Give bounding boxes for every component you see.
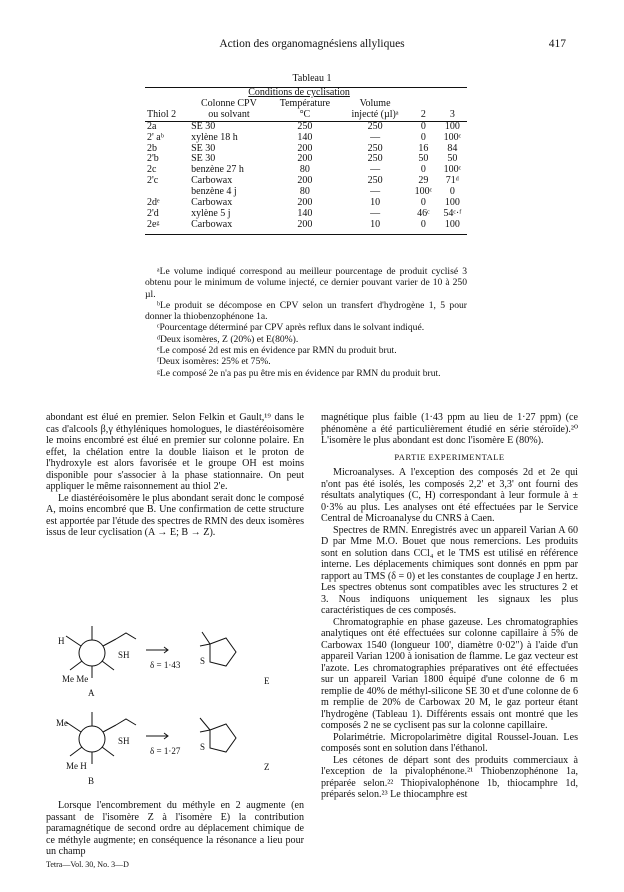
me-label: Me — [56, 718, 68, 728]
table-cell-vol: 250 — [367, 142, 383, 154]
left-column — [46, 412, 304, 539]
sh-label: SH — [118, 650, 130, 660]
table-cell-thiol: 2' aᵇ — [147, 131, 164, 143]
table-cell-vol: 10 — [370, 197, 381, 209]
table-cell-vol: 250 — [367, 153, 383, 165]
table-cell-p2: 50 — [418, 153, 429, 165]
col-header: 3 — [449, 108, 455, 120]
paragraph: Le diastéréoisomère le plus abondant serait donc le composé A, moins encombré que B. Une confirmation de cette structure est apportée par l'étude des spectres de RMN des deux isomères issus de leur cyclisation (A → E; B → Z). — [46, 492, 305, 538]
col-header: ou solvant — [208, 108, 250, 120]
table-cell-temp: 140 — [297, 207, 313, 219]
table-cell-vol: — — [370, 207, 381, 219]
table-cell-p2: 46ᶜ — [417, 207, 430, 219]
table-cell-cond: SE 30 — [191, 142, 216, 154]
table-cell-cond: benzène 4 j — [191, 186, 237, 198]
table-cell-thiol: 2b — [147, 142, 157, 154]
table-cell-vol: — — [370, 186, 381, 198]
paragraph: Les cétones de départ sont des produits commerciaux à l'exception de la pivalophénone.²¹ Thiobenzophénone 1a, préparée selon.²² Thiopivalophénone 1b, thiocamphre 1d, préparés selon.²³ Le thiocamphre est — [321, 754, 578, 800]
table-cell-cond: benzène 27 h — [191, 164, 244, 176]
table-cell-p2: 0 — [420, 218, 426, 230]
s-label: S — [200, 742, 206, 752]
footnote: ᵈDeux isomères, Z (20%) et E(80%). — [157, 333, 299, 345]
table-cell-vol: 10 — [370, 218, 381, 230]
table-cell-p2: 16 — [418, 142, 429, 154]
footnote: ᶠDeux isomères: 25% et 75%. — [157, 356, 271, 368]
paragraph: abondant est élué en premier. Selon Felkin et Gault,¹⁹ dans le cas d'alcools β,γ éthyléniques homologues, le diastéréoisomère le moins encombré est élué en premier sur colonne polaire. En effet, la chélation entre la double liaison et le proton de l'hydroxyle est alors favorisée et le groupe OH est moins disponible pour s'associer à la phase stationnaire. On peut appliquer le même raisonnement au thiol 2'e. — [46, 412, 304, 492]
table-cell-cond: SE 30 — [191, 153, 216, 165]
table-cell-temp: 200 — [297, 197, 313, 209]
footnote: ᶜPourcentage déterminé par CPV après reflux dans le solvant indiqué. — [157, 322, 425, 334]
table-cell-temp: 200 — [297, 175, 313, 187]
table-cell-temp: 80 — [299, 164, 310, 176]
paragraph: Polarimétrie. Micropolarimètre digital Roussel-Jouan. Les composés sont en solution dans l'éthanol. — [321, 731, 578, 754]
table-cell-thiol: 2eᵍ — [147, 218, 160, 230]
table-cell-temp: 250 — [297, 120, 313, 132]
table-cell-temp: 200 — [297, 218, 313, 230]
shift-a: δ = 1·43 — [150, 660, 181, 670]
table-cell-p3: 100 — [444, 197, 460, 209]
col-header: Température — [279, 97, 331, 109]
page-footer: Tetra—Vol. 30, No. 3—D — [46, 860, 129, 869]
table-cell-temp: 140 — [297, 131, 313, 143]
footnote: ᵉLe composé 2d est mis en évidence par RMN du produit brut. — [157, 345, 397, 357]
table-cell-vol: — — [370, 164, 381, 176]
paragraph: Lorsque l'encombrement du méthyle en 2 augmente (en passant de l'isomère Z à l'isomère E) la contribution paramagnétique de second ordre au déplacement chimique de ce méthyle augmente; en conséquence la résonance a lieu pour un champ — [46, 800, 304, 857]
table-cell-vol: — — [370, 131, 381, 143]
table-cell-p3: 0 — [449, 186, 455, 198]
table-cell-cond: Carbowax — [191, 175, 233, 187]
table-cell-temp: 80 — [299, 186, 310, 198]
table-cell-cond: xylène 5 j — [191, 207, 231, 219]
table-cell-p3: 100ᶜ — [443, 164, 462, 176]
table-footnotes — [145, 266, 467, 379]
table-cell-p3: 50 — [447, 153, 458, 165]
table-cell-thiol: 2'd — [147, 207, 159, 219]
col-header: Thiol 2 — [147, 108, 177, 120]
s-label: S — [200, 656, 206, 666]
label-e: E — [264, 676, 270, 686]
col-header: 2 — [420, 108, 426, 120]
table-cell-vol: 250 — [367, 175, 383, 187]
table-cell-vol: 250 — [367, 120, 383, 132]
col-header: Volume — [359, 97, 391, 109]
table-cell-temp: 200 — [297, 153, 313, 165]
col-header: Colonne CPV — [201, 97, 257, 109]
sh-label: SH — [118, 736, 130, 746]
paragraph: Microanalyses. A l'exception des composés 2d et 2e qui n'ont pas été isolés, les composés 2,2' et 3,3' ont fourni des résultats analytiques (C, H) correspondant à leur formule à ± 0·3% au plus. Les analyses ont été effectuées par le Service Central de Microanalyse du CNRS à Caen. — [321, 467, 578, 524]
col-header: injecté (µl)ᵃ — [351, 108, 399, 120]
table-cell-thiol: 2'b — [147, 153, 159, 165]
col-header: °C — [299, 108, 311, 120]
label-a: A — [88, 688, 95, 698]
table-cell-p2: 100ᶜ — [414, 186, 433, 198]
table-caption: Tableau 1 — [292, 73, 332, 84]
table-cell-p2: 0 — [420, 164, 426, 176]
table-cell-temp: 200 — [297, 142, 313, 154]
table-cell-thiol: 2dᵉ — [147, 197, 160, 209]
me-h-label: Me H — [66, 761, 87, 771]
table-cell-p2: 0 — [420, 131, 426, 143]
table-cell-p3: 100 — [444, 218, 460, 230]
shift-b: δ = 1·27 — [150, 746, 181, 756]
table-row — [145, 133, 467, 144]
table-cell-p2: 0 — [420, 197, 426, 209]
section-heading: PARTIE EXPERIMENTALE — [394, 451, 505, 462]
table-cell-p3: 71ᵈ — [445, 175, 459, 187]
h-label: H — [58, 636, 65, 646]
newman-projection-figure — [50, 626, 300, 792]
table-cell-cond: Carbowax — [191, 218, 233, 230]
label-b: B — [88, 776, 95, 786]
table-cell-p2: 0 — [420, 120, 426, 132]
table-row — [145, 121, 467, 132]
table-cell-cond: Carbowax — [191, 197, 233, 209]
table-cell-p2: 29 — [418, 175, 429, 187]
footnote: ᵃLe volume indiqué correspond au meilleur pourcentage de produit cyclisé 3 obtenu pour le minimum de volume injecté, ce dernier pouvant varier de 10 à 250 µl. — [145, 266, 467, 300]
right-column — [321, 412, 578, 801]
footnote: ᵍLe composé 2e n'a pas pu être mis en évidence par RMN du produit brut. — [157, 367, 441, 379]
table-cell-thiol: 2c — [147, 164, 157, 176]
table-cell-p3: 54ᶜ·ᶠ — [443, 207, 462, 219]
label-z: Z — [264, 762, 270, 772]
left-column-bottom — [46, 800, 304, 858]
table-cell-p3: 100 — [444, 120, 460, 132]
paragraph: magnétique plus faible (1·43 ppm au lieu de 1·27 ppm) (ce phénomène a été particulièrement étudié en série stéroïde).²⁰ L'isomère le plus abondant est donc l'isomère E (80%). — [321, 412, 578, 446]
footnote: ᵇLe produit se décompose en CPV selon un transfert d'hydrogène 1, 5 pour donner la thiobenzophénone 1a. — [145, 299, 467, 323]
table-cell-cond: xylène 18 h — [191, 131, 238, 143]
table-cell-cond: SE 30 — [191, 120, 216, 132]
table-cell-p3: 100ᶜ — [443, 131, 462, 143]
paragraph: Chromatographie en phase gazeuse. Les chromatographies analytiques ont été effectuées sur colonne capillaire à 5% de Carbowax 1540 (longueur 100', diamètre 0·02") à l'aide d'un appareil Varian 1200 à ionisation de flamme. Le gaz vecteur est l'azote. Les chromatographies préparatives ont été effectuées sur un appareil Varian 1800 équipé d'une colonne de 6 m remplie de 40% de méthyl-silicone SE 30 et d'une colonne de 6 m remplie de 20% de Carbowax 20 M, le gaz porteur étant l'hydrogène (Tableau 1). Différents essais ont montré que les composés 2 ne se cyclisent pas sur la colonne capillaire. — [321, 616, 578, 731]
me-me-label: Me Me — [62, 674, 89, 684]
table-cell-p3: 84 — [447, 142, 458, 154]
table-cell-thiol: 2'c — [147, 175, 159, 187]
page-number: 417 — [548, 38, 566, 50]
running-title: Action des organomagnésiens allyliques — [219, 38, 405, 50]
table-row — [145, 220, 467, 231]
data-table — [145, 87, 467, 235]
paragraph: Spectres de RMN. Enregistrés avec un appareil Varian A 60 D par Mme M.O. Bouet que nous remercions. Les produits sont en solution dans CCl₄ et le TMS est utilisé en référence interne. Les déplacements chimiques sont donnés en ppm par rapport au TMS (δ = 0) et les constantes de couplage J en hertz. Les spectres obtenus sont compatibles avec les structures 2 et 3. Nous indiquons uniquement les signaux les plus caractéristiques de ces composés. — [321, 524, 578, 616]
group-header: Conditions de cyclisation — [248, 87, 350, 98]
table-cell-thiol: 2a — [147, 120, 157, 132]
